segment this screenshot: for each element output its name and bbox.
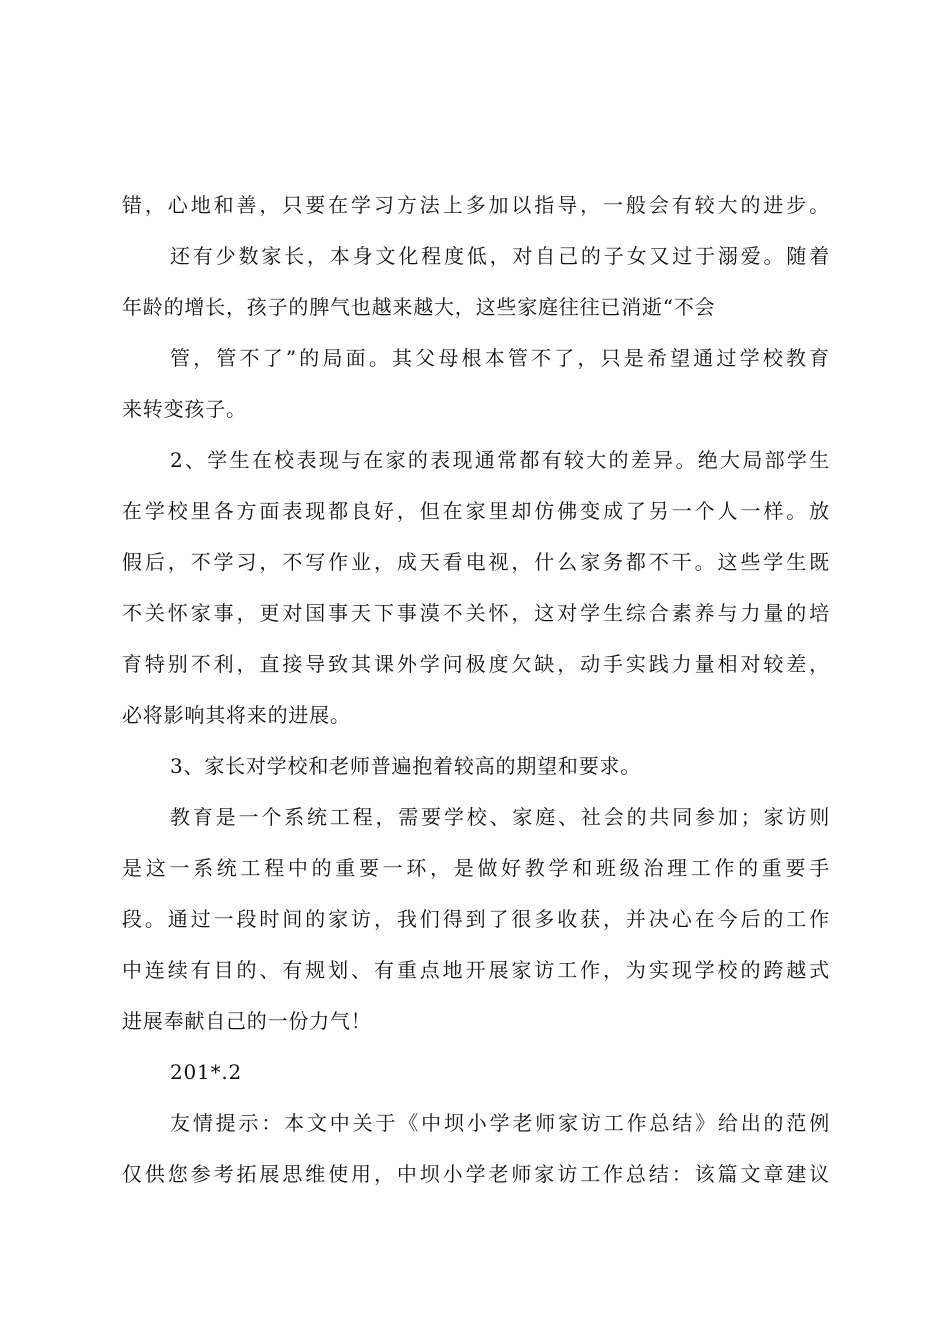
- paragraph-line: 2、学生在校表现与在家的表现通常都有较大的差异。绝大局部学生: [170, 448, 830, 472]
- paragraph-line: 育特别不利，直接导致其课外学问极度欠缺，动手实践力量相对较差，: [122, 652, 830, 676]
- paragraph-line: 错，心地和善，只要在学习方法上多加以指导，一般会有较大的进步。: [122, 193, 830, 217]
- paragraph-line: 在学校里各方面表现都良好，但在家里却仿佛变成了另一个人一样。放: [122, 499, 830, 523]
- paragraph-line: 来转变孩子。: [122, 397, 247, 421]
- paragraph-line: 管，管不了”的局面。其父母根本管不了，只是希望通过学校教育: [170, 346, 830, 370]
- paragraph-line: 友情提示：本文中关于《中坝小学老师家访工作总结》给出的范例: [170, 1111, 830, 1135]
- paragraph-line: 还有少数家长，本身文化程度低，对自己的子女又过于溺爱。随着: [170, 244, 830, 268]
- paragraph-line: 不关怀家事，更对国事天下事漠不关怀，这对学生综合素养与力量的培: [122, 601, 830, 625]
- paragraph-line: 年龄的增长，孩子的脾气也越来越大，这些家庭往往已消逝“不会: [122, 295, 716, 319]
- paragraph-line: 假后，不学习，不写作业，成天看电视，什么家务都不干。这些学生既: [122, 550, 830, 574]
- paragraph-line: 进展奉献自己的一份力气！: [122, 1009, 372, 1033]
- paragraph-line: 教育是一个系统工程，需要学校、家庭、社会的共同参加；家访则: [170, 805, 830, 829]
- date-line: 201*.2: [170, 1060, 243, 1084]
- paragraph-line: 中连续有目的、有规划、有重点地开展家访工作，为实现学校的跨越式: [122, 958, 830, 982]
- paragraph-line: 仅供您参考拓展思维使用，中坝小学老师家访工作总结：该篇文章建议: [122, 1162, 830, 1186]
- paragraph-line: 段。通过一段时间的家访，我们得到了很多收获，并决心在今后的工作: [122, 907, 830, 931]
- paragraph-line: 是这一系统工程中的重要一环，是做好教学和班级治理工作的重要手: [122, 856, 830, 880]
- paragraph-line: 必将影响其将来的进展。: [122, 703, 351, 727]
- paragraph-line: 3、家长对学校和老师普遍抱着较高的期望和要求。: [170, 754, 642, 778]
